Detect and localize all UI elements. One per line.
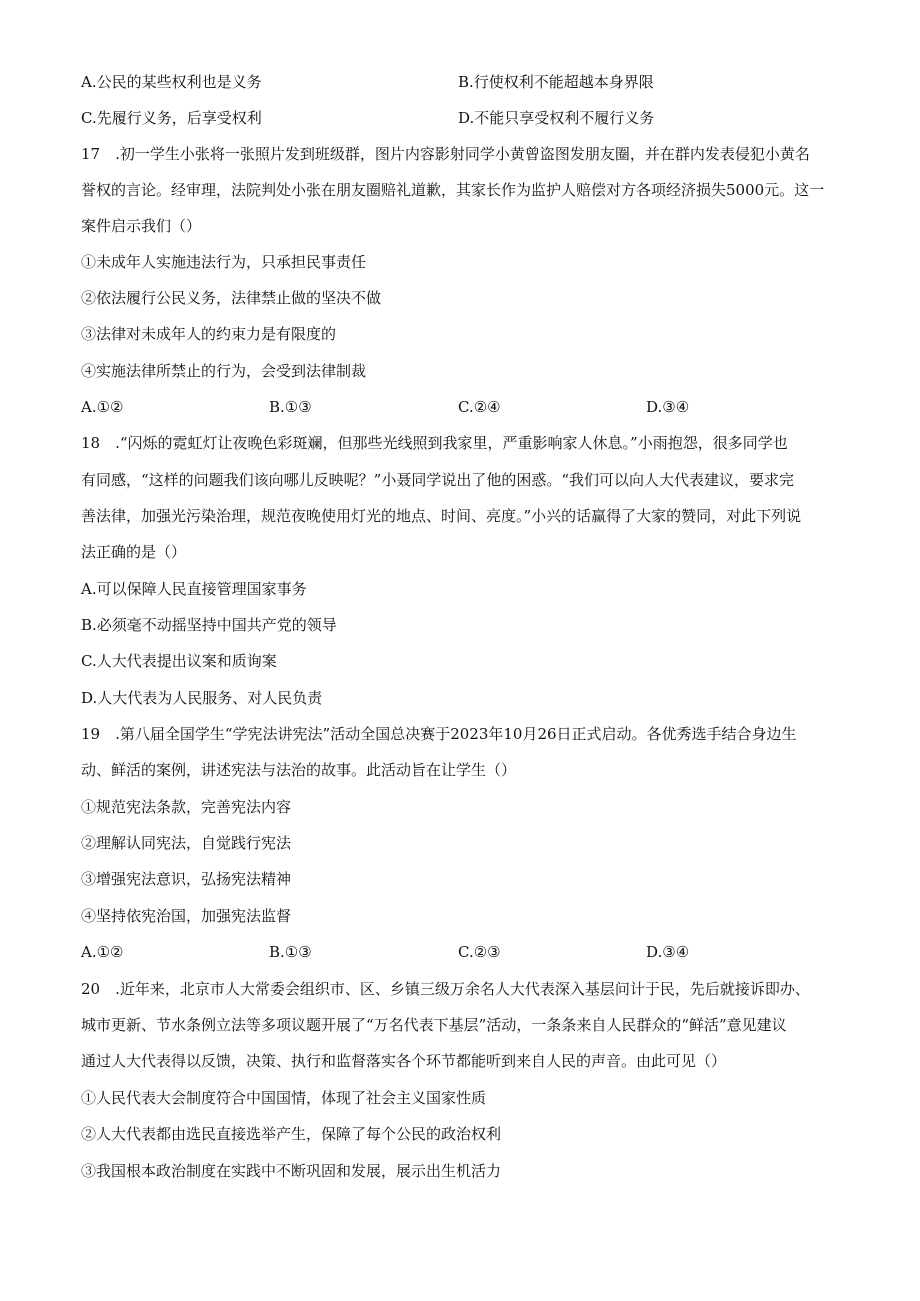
q17-statement-2: ②依法履行公民义务，法律禁止做的坚决不做 [81,289,382,307]
q19-statement-3: ③增强宪法意识，弘扬宪法精神 [81,870,292,888]
q17-statement-3: ③法律对未成年人的约束力是有限度的 [81,325,337,343]
q19-option-c: C.②③ [458,943,501,961]
q18-option-c: C.人大代表提出议案和质询案 [81,652,277,670]
q19-option-a: A.①② [81,943,124,961]
q19-option-b: B.①③ [269,943,312,961]
q17-option-c: C.②④ [458,398,501,416]
q20-statement-1: ①人民代表大会制度符合中国国情，体现了社会主义国家性质 [81,1089,487,1107]
q19-stem-line-2: 动、鲜活的案例，讲述宪法与法治的故事。此活动旨在让学生（） [81,761,517,779]
q17-statement-1: ①未成年人实施违法行为，只承担民事责任 [81,253,367,271]
q17-stem-line-3: 案件启示我们（） [81,217,202,235]
q19-statement-4: ④坚持依宪治国，加强宪法监督 [81,907,292,925]
q20-statement-2: ②人大代表都由选民直接选举产生，保障了每个公民的政治权利 [81,1125,502,1143]
q18-option-b: B.必须毫不动摇坚持中国共产党的领导 [81,616,337,634]
q17-stem-line-1: 17 .初一学生小张将一张照片发到班级群，图片内容影射同学小黄曾盗图发朋友圈，并在群内发表侵犯小黄名 [81,145,810,163]
prev-option-d: D.不能只享受权利不履行义务 [458,109,655,127]
q20-stem-line-2: 城市更新、节水条例立法等多项议题开展了“万名代表下基层”活动，一条条来自人民群众的“鲜活”意见建议 [81,1016,787,1034]
q18-stem-line-3: 善法律，加强光污染治理，规范夜晚使用灯光的地点、时间、亮度。”小兴的话赢得了大家的赞同，对此下列说 [81,507,802,525]
q18-stem-line-1: 18 .“闪烁的霓虹灯让夜晚色彩斑斓，但那些光线照到我家里，严重影响家人休息。”小雨抱怨，很多同学也 [81,434,788,452]
q18-stem-line-4: 法正确的是（） [81,543,187,561]
q17-statement-4: ④实施法律所禁止的行为，会受到法律制裁 [81,362,367,380]
q19-statement-2: ②理解认同宪法，自觉践行宪法 [81,834,292,852]
q18-option-a: A.可以保障人民直接管理国家事务 [81,580,307,598]
q20-stem-line-1: 20 .近年来，北京市人大常委会组织市、区、乡镇三级万余名人大代表深入基层问计于民，先后就接诉即办、 [81,980,810,998]
q19-stem-line-1: 19 .第八届全国学生“学宪法讲宪法”活动全国总决赛于2023年10月26日正式启动。各优秀选手结合身边生 [81,725,797,743]
q17-option-a: A.①② [81,398,124,416]
q18-option-d: D.人大代表为人民服务、对人民负责 [81,689,323,707]
prev-option-b: B.行使权利不能超越本身界限 [458,73,654,91]
prev-option-a: A.公民的某些权利也是义务 [81,73,262,91]
q17-option-d: D.③④ [646,398,690,416]
prev-option-c: C.先履行义务，后享受权利 [81,109,262,127]
q19-statement-1: ①规范宪法条款，完善宪法内容 [81,798,292,816]
q17-option-b: B.①③ [269,398,312,416]
q20-statement-3: ③我国根本政治制度在实践中不断巩固和发展，展示出生机活力 [81,1162,502,1180]
q20-stem-line-3: 通过人大代表得以反馈，决策、执行和监督落实各个环节都能听到来自人民的声音。由此可见（） [81,1052,727,1070]
q17-stem-line-2: 誉权的言论。经审理，法院判处小张在朋友圈赔礼道歉，其家长作为监护人赔偿对方各项经济损失5000元。这一 [81,181,825,199]
q18-stem-line-2: 有同感，“这样的问题我们该向哪儿反映呢？”小聂同学说出了他的困惑。“我们可以向人大代表建议，要求完 [81,471,795,489]
q19-option-d: D.③④ [646,943,690,961]
